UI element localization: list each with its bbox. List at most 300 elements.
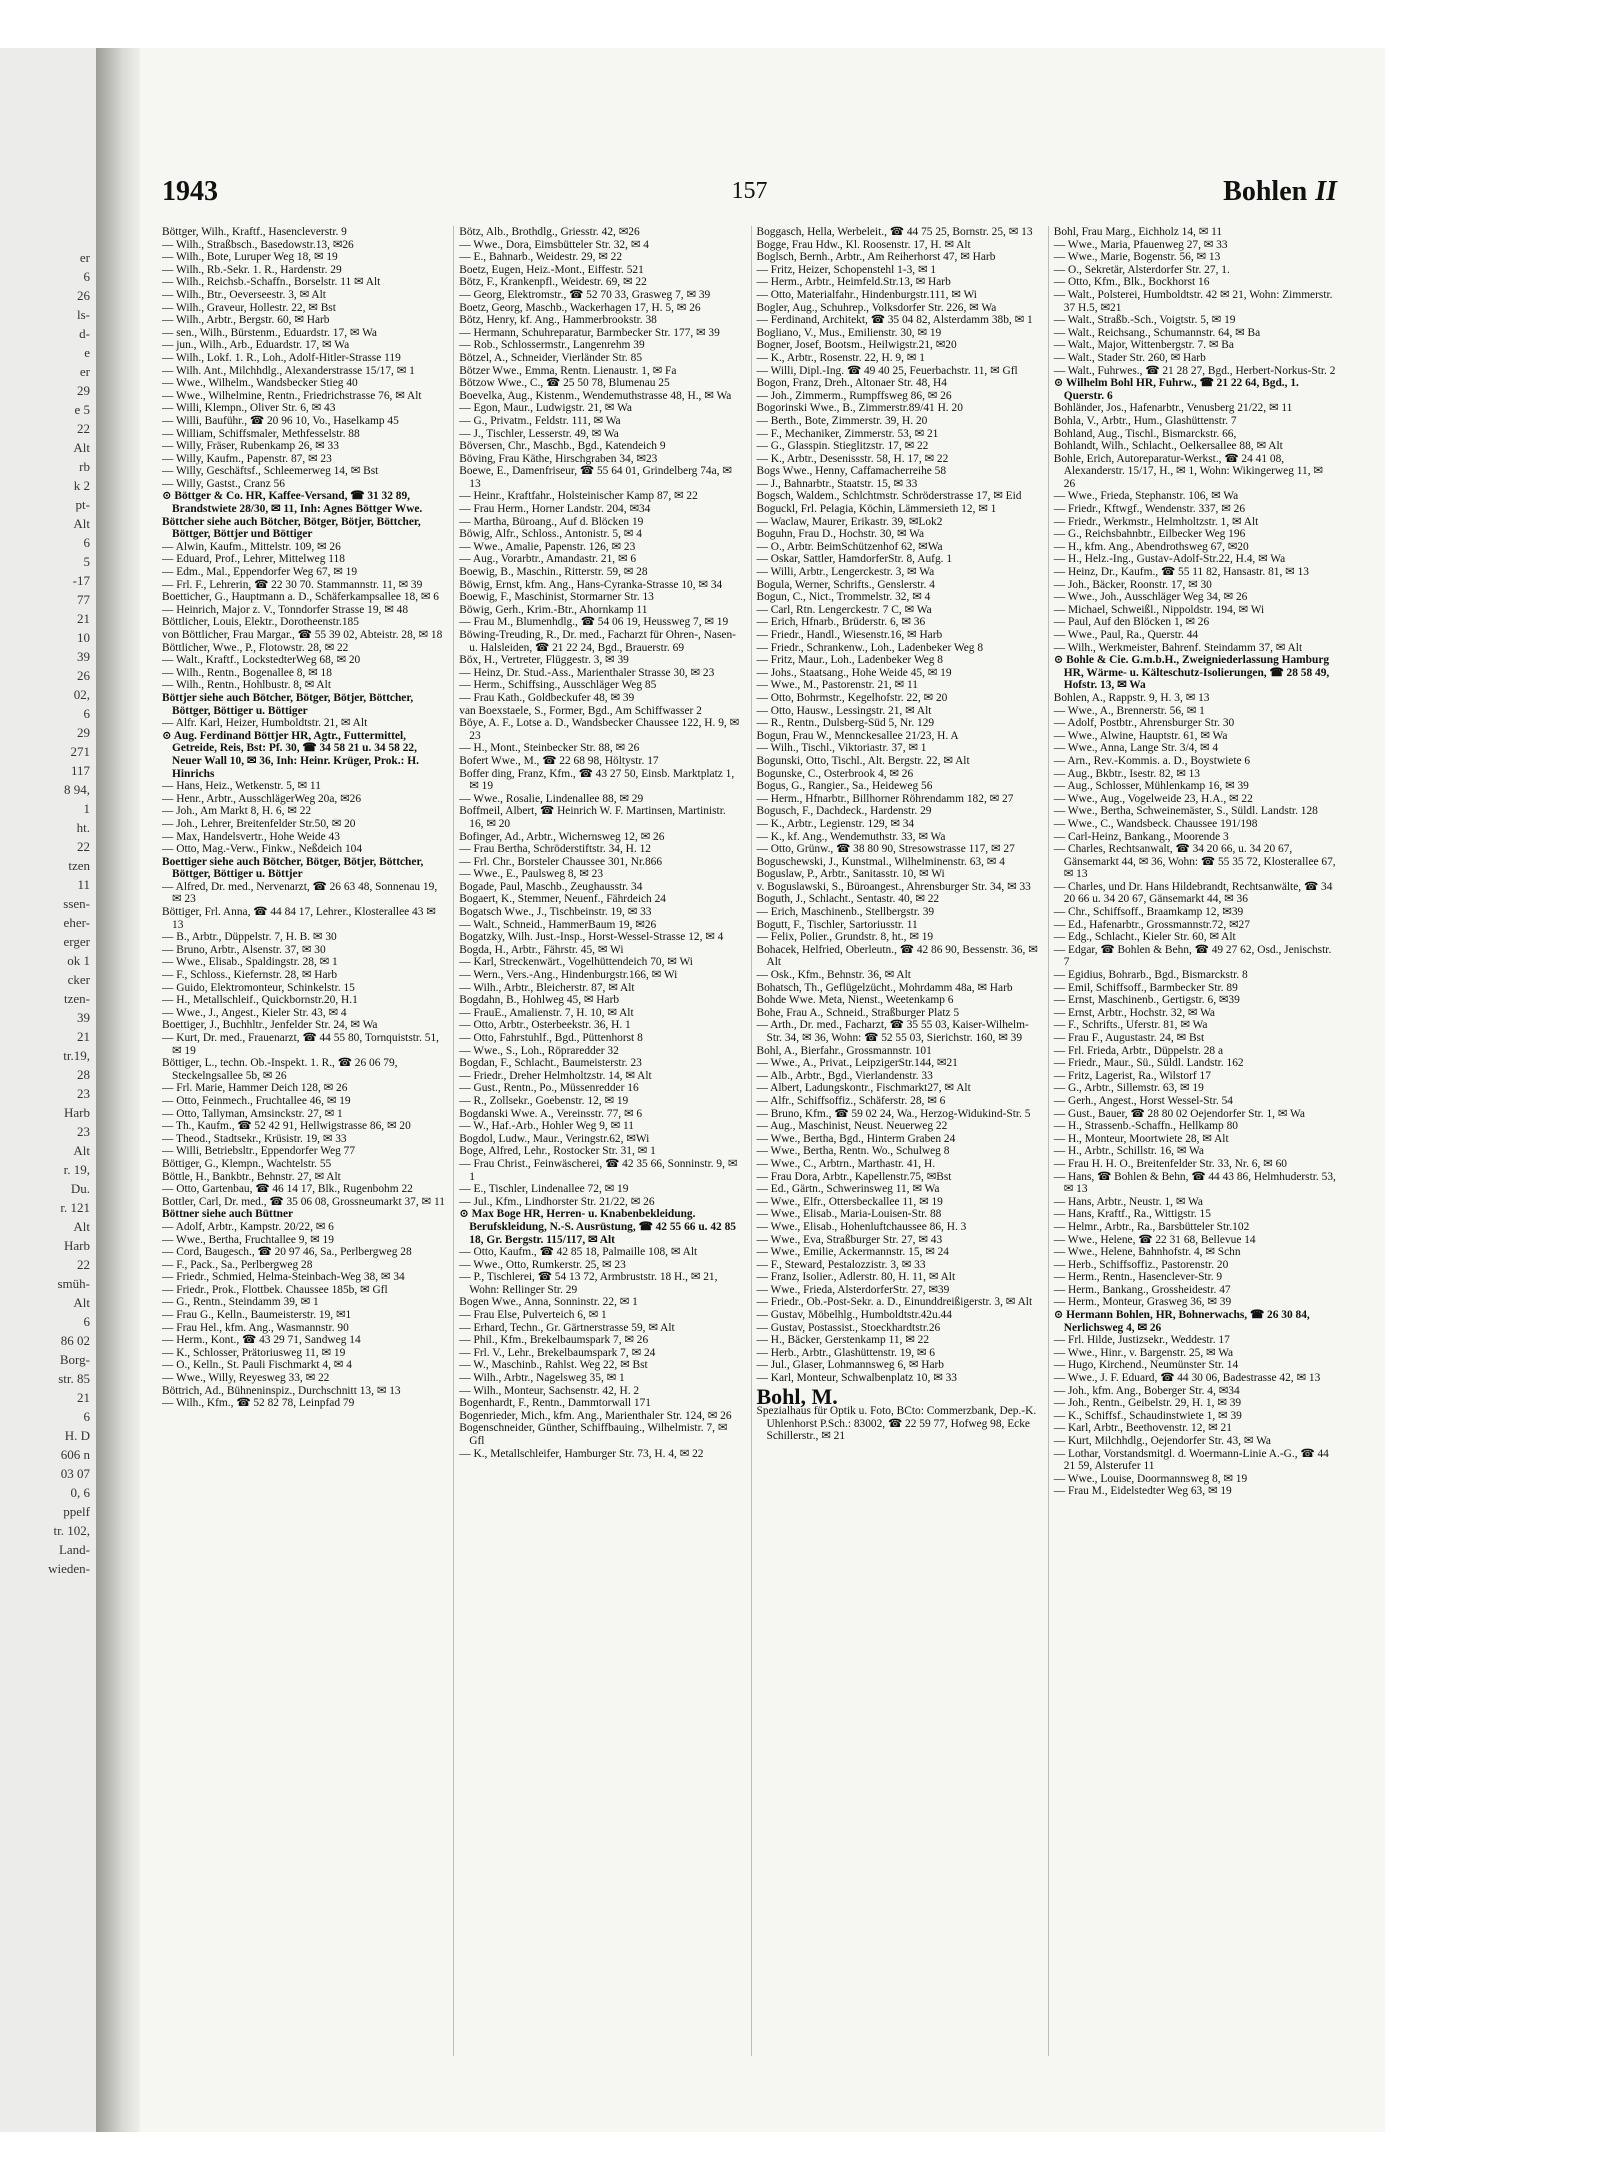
facing-page-fragment: Borg- bbox=[59, 1352, 90, 1367]
directory-entry: — William, Schiffsmaler, Methfesselstr. 88 bbox=[162, 427, 360, 440]
directory-entry: Bogula, Werner, Schrifts., Genslerstr. 4 bbox=[756, 578, 935, 591]
directory-entry: — Wwe., Paul, Ra., Querstr. 44 bbox=[1053, 629, 1199, 641]
directory-entry: — Wwe., Rosalie, Lindenallee 88, ✉ 29 bbox=[459, 792, 644, 805]
directory-entry: — Wern., Vers.-Ang., Hindenburgstr.166, ✉ Wi bbox=[459, 969, 678, 982]
directory-entry: — Ernst, Maschinenb., Gertigstr. 6, ✉39 bbox=[1053, 994, 1240, 1007]
directory-entry: — Wilh., Rb.-Sekr. 1. R., Hardenstr. 29 bbox=[162, 263, 342, 276]
directory-entry: Bohacek, Helfried, Oberleutn., ☎ 42 86 90, Bessenstr. 36, ✉ Alt bbox=[756, 943, 1038, 969]
directory-entry: — FrauE., Amalienstr. 7, H. 10, ✉ Alt bbox=[459, 1006, 634, 1019]
directory-entry: — Wilh., Graveur, Hollestr. 22, ✉ Bst bbox=[162, 301, 336, 314]
directory-entry: — Frau H. H. O., Breitenfelder Str. 33, Nr. 6, ✉ 60 bbox=[1053, 1157, 1287, 1170]
directory-entry: — Wwe., Otto, Rumkerstr. 25, ✉ 23 bbox=[459, 1258, 626, 1271]
directory-entry: Boguschewski, J., Kunstmal., Wilhelminenstr. 63, ✉ 4 bbox=[756, 855, 1005, 868]
facing-page-fragment: H. D bbox=[64, 1428, 90, 1443]
directory-entry: Boffmeil, Albert, ☎ Heinrich W. F. Martinsen, Martinistr. 16, ✉ 20 bbox=[459, 805, 726, 830]
directory-entry: — Rob., Schlossermstr., Langenrehm 39 bbox=[459, 339, 645, 352]
facing-page-fragment: tr.19, bbox=[63, 1048, 90, 1063]
facing-page-fragment: smüh- bbox=[57, 1276, 90, 1291]
column-4 bbox=[1048, 226, 1337, 2056]
directory-entry: — Wwe., Bertha, Fruchtallee 9, ✉ 19 bbox=[162, 1233, 334, 1246]
book-gutter bbox=[96, 48, 140, 2132]
directory-columns bbox=[162, 226, 1337, 2056]
directory-entry: — Walt., Kraftf., LockstedterWeg 68, ✉ 20 bbox=[162, 654, 361, 667]
directory-entry: — Joh., Am Markt 8, H. 6, ✉ 22 bbox=[162, 805, 312, 818]
directory-entry: — Ernst, Arbtr., Hochstr. 32, ✉ Wa bbox=[1053, 1006, 1215, 1019]
directory-entry: Böttiger, Frl. Anna, ☎ 44 84 17, Lehrer., Klosterallee 43 ✉ 13 bbox=[162, 906, 436, 931]
directory-entry: — Willi, Bauführ., ☎ 20 96 10, Vo., Haselkamp 45 bbox=[162, 414, 399, 427]
directory-entry: — Bruno, Kfm., ☎ 59 02 24, Wa., Herzog-Widukind-Str. 5 bbox=[756, 1107, 1031, 1120]
directory-entry: Böttiger, G., Klempn., Wachtelstr. 55 bbox=[162, 1157, 332, 1170]
facing-page-fragment: e bbox=[84, 345, 90, 360]
running-head bbox=[1223, 176, 1337, 208]
directory-entry: — Adolf, Postbtr., Ahrensburger Str. 30 bbox=[1053, 717, 1235, 730]
directory-entry: Boettiger siehe auch Bötcher, Bötger, Bötjer, Böttcher, Böttger, Böttiger u. Böttjer bbox=[162, 855, 424, 881]
directory-entry: — Wwe., C., Wandsbeck. Chaussee 191/198 bbox=[1053, 817, 1258, 830]
directory-entry: — Frau Bertha, Schröderstiftstr. 34, H. 12 bbox=[459, 843, 651, 856]
directory-entry: — J., Bahnarbtr., Staatstr. 15, ✉ 33 bbox=[756, 477, 918, 490]
directory-entry: — Frau M., Eidelstedter Weg 63, ✉ 19 bbox=[1053, 1485, 1232, 1498]
facing-page-fragment: 23 bbox=[77, 1124, 90, 1139]
running-head-section: II bbox=[1315, 176, 1337, 207]
directory-entry: — G., Rentn., Steindamm 39, ✉ 1 bbox=[162, 1296, 319, 1309]
facing-page-fragment: 21 bbox=[77, 611, 90, 626]
directory-entry: Böwing-Treuding, R., Dr. med., Facharzt für Ohren-, Nasen- u. Halsleiden, ☎ 21 22 24, Bgd., Brauerstr. 69 bbox=[459, 629, 736, 654]
directory-entry: — Max, Handelsvertr., Hohe Weide 43 bbox=[162, 830, 340, 843]
directory-entry: — Aug., Maschinist, Neust. Neuerweg 22 bbox=[756, 1120, 948, 1133]
facing-page-fragment: cker bbox=[67, 972, 90, 987]
directory-entry: — Gustav, Möbelhlg., Humboldtstr.42u.44 bbox=[756, 1309, 952, 1322]
facing-page-fragment: 77 bbox=[77, 592, 90, 607]
facing-page-fragment: tr. 102, bbox=[53, 1523, 90, 1538]
directory-entry: Bötz, F., Krankenpfl., Weidestr. 69, ✉ 22 bbox=[459, 276, 647, 289]
scan-margin-top bbox=[0, 0, 1600, 48]
directory-entry: — Gust., Rentn., Po., Müssenredder 16 bbox=[459, 1082, 639, 1095]
directory-entry: ⊙ Aug. Ferdinand Böttjer HR, Agtr., Futtermittel, Getreide, Reis, Bst: Pf. 30, ☎ 34 58 21 u. 34 58 22, Neuer Wall 10, ✉ 36, Inh: Heinr. Krüger, Prok.: H. Hinrichs bbox=[162, 729, 419, 780]
directory-entry: — Friedr., Schmied, Helma-Steinbach-Weg 38, ✉ 34 bbox=[162, 1271, 405, 1284]
directory-entry: — Herm., Rentn., Hasenclever-Str. 9 bbox=[1053, 1271, 1223, 1284]
directory-entry: — Fritz, Heizer, Schopenstehl 1-3, ✉ 1 bbox=[756, 263, 937, 276]
directory-entry: — Wwe., Eva, Straßburger Str. 27, ✉ 43 bbox=[756, 1233, 943, 1246]
directory-entry: Böttjer siehe auch Bötcher, Bötger, Bötjer, Böttcher, Böttger, Böttiger u. Böttiger bbox=[162, 691, 414, 717]
directory-entry: — H., Helz.-Ing., Gustav-Adolf-Str.22, H.4, ✉ Wa bbox=[1053, 553, 1286, 566]
directory-entry: — Herm., Hfnarbtr., Billhorner Röhrendamm 182, ✉ 27 bbox=[756, 792, 1014, 805]
facing-page-fragment: 606 n bbox=[60, 1447, 90, 1462]
directory-entry: — Wwe., Frieda, Stephanstr. 106, ✉ Wa bbox=[1053, 490, 1239, 503]
directory-entry: — Lothar, Vorstandsmitgl. d. Woermann-Linie A.-G., ☎ 44 21 59, Alsterufer 11 bbox=[1053, 1447, 1329, 1473]
directory-entry: — Wwe., Alwine, Hauptstr. 61, ✉ Wa bbox=[1053, 729, 1228, 742]
directory-entry: — Herm., Monteur, Grasweg 36, ✉ 39 bbox=[1053, 1296, 1232, 1309]
directory-entry: — Wwe., J., Angest., Kieler Str. 43, ✉ 4 bbox=[162, 1006, 347, 1019]
directory-page bbox=[140, 48, 1385, 2132]
directory-entry: — P., Tischlerei, ☎ 54 13 72, Armbruststr. 18 H., ✉ 21, Wohn: Rellinger Str. 29 bbox=[459, 1271, 718, 1296]
directory-entry: — B., Arbtr., Düppelstr. 7, H. B. ✉ 30 bbox=[162, 931, 337, 944]
directory-entry: Bohe, Frau A., Schneid., Straßburger Platz 5 bbox=[756, 1006, 960, 1019]
directory-entry: — Waclaw, Maurer, Erikastr. 39, ✉Lok2 bbox=[756, 515, 943, 528]
directory-entry: — Wwe., Marie, Bogenstr. 56, ✉ 13 bbox=[1053, 251, 1221, 264]
directory-entry: — Kurt, Dr. med., Frauenarzt, ☎ 44 55 80, Tornquiststr. 51, ✉ 19 bbox=[162, 1032, 440, 1057]
directory-entry: — K., Arbtr., Desenissstr. 58, H. 17, ✉ 22 bbox=[756, 452, 949, 465]
directory-entry: — Otto, Materialfahr., Hindenburgstr.111, ✉ Wi bbox=[756, 288, 977, 301]
directory-entry: — Cord, Baugesch., ☎ 20 97 46, Sa., Perlbergweg 28 bbox=[162, 1246, 412, 1259]
directory-entry: — Walt., Schneid., HammerBaum 19, ✉26 bbox=[459, 918, 657, 931]
directory-entry: — Herb., Schiffsoffiz., Pastorenstr. 20 bbox=[1053, 1258, 1229, 1271]
directory-entry: — F., Pack., Sa., Perlbergweg 28 bbox=[162, 1258, 313, 1271]
facing-page-fragment: r. 19, bbox=[63, 1162, 90, 1177]
directory-entry: Bogunski, Otto, Tischl., Alt. Bergstr. 22, ✉ Alt bbox=[756, 754, 970, 767]
directory-entry: Böversen, Chr., Maschb., Bgd., Katendeich 9 bbox=[459, 440, 666, 453]
directory-entry: — Frau Else, Pulverteich 6, ✉ 1 bbox=[459, 1309, 607, 1322]
directory-entry: Bogen Wwe., Anna, Sonninstr. 22, ✉ 1 bbox=[459, 1296, 638, 1309]
directory-entry: — Gustav, Postassist., Stoeckhardtstr.26 bbox=[756, 1321, 941, 1334]
directory-entry: — Walt., Fuhrwes., ☎ 21 28 27, Bgd., Herbert-Norkus-Str. 2 bbox=[1053, 364, 1336, 377]
facing-page-fragment: erger bbox=[63, 934, 90, 949]
directory-entry: — Th., Kaufm., ☎ 52 42 91, Hellwigstrasse 86, ✉ 20 bbox=[162, 1120, 411, 1133]
directory-entry: — Emil, Schiffsoff., Barmbecker Str. 89 bbox=[1053, 981, 1238, 994]
directory-entry: Böwig, Alfr., Schloss., Antonistr. 5, ✉ 4 bbox=[459, 528, 642, 541]
directory-entry: — Paul, Auf den Blöcken 1, ✉ 26 bbox=[1053, 616, 1210, 629]
directory-entry: Bohle, Erich, Autoreparatur-Werkst., ☎ 24 41 08, Alexanderstr. 15/17, H., ✉ 1, Wohn: Wikingerweg 11, ✉ 26 bbox=[1053, 452, 1323, 490]
facing-page-fragment: ht. bbox=[76, 820, 90, 835]
directory-entry: Bohland, Aug., Tischl., Bismarckstr. 66, bbox=[1053, 427, 1237, 440]
facing-page-fragment: d- bbox=[79, 326, 90, 341]
directory-entry: — Guido, Elektromonteur, Schinkelstr. 15 bbox=[162, 981, 355, 994]
directory-entry: — Wwe., E., Paulsweg 8, ✉ 23 bbox=[459, 868, 604, 881]
facing-page-fragment: 26 bbox=[77, 668, 90, 683]
directory-entry: Bogdol, Ludw., Maur., Veringstr.62, ✉Wi bbox=[459, 1132, 650, 1145]
directory-entry: — Joh., Lehrer, Breitenfelder Str.50, ✉ 20 bbox=[162, 817, 356, 830]
directory-entry: — Carl-Heinz, Bankang., Moorende 3 bbox=[1053, 830, 1229, 843]
directory-entry: — Carl, Rtn. Lengerckestr. 7 C, ✉ Wa bbox=[756, 603, 932, 616]
directory-entry: — Otto, Tallyman, Amsinckstr. 27, ✉ 1 bbox=[162, 1107, 343, 1120]
directory-entry: Bogliano, V., Mus., Emilienstr. 30, ✉ 19 bbox=[756, 326, 942, 339]
directory-entry: — Willy, Gastst., Cranz 56 bbox=[162, 477, 285, 490]
directory-entry: — Gust., Bauer, ☎ 28 80 02 Oejendorfer Str. 1, ✉ Wa bbox=[1053, 1107, 1305, 1120]
directory-entry: Bogutt, F., Tischler, Sartoriusstr. 11 bbox=[756, 918, 918, 931]
directory-entry: Bogun, Frau W., Mennckesallee 21/23, H. A bbox=[756, 729, 959, 742]
directory-entry: — Karl, Arbtr., Beethovenstr. 12, ✉ 21 bbox=[1053, 1422, 1232, 1435]
directory-entry: — Frau G., Kelln., Baumeisterstr. 19, ✉1 bbox=[162, 1309, 352, 1322]
facing-page-fragment: 5 bbox=[83, 554, 90, 569]
directory-entry: — Alfr. Karl, Heizer, Humboldtstr. 21, ✉ Alt bbox=[162, 717, 368, 730]
directory-entry: Bötzel, A., Schneider, Vierländer Str. 85 bbox=[459, 351, 643, 364]
facing-page-fragment: Alt bbox=[73, 1295, 90, 1310]
directory-entry: Bogun, C., Nict., Trommelstr. 32, ✉ 4 bbox=[756, 591, 931, 604]
directory-entry: — Wwe., Bertha, Bgd., Hinterm Graben 24 bbox=[756, 1132, 956, 1145]
directory-entry: Böttlicher, Wwe., P., Flotowstr. 28, ✉ 22 bbox=[162, 641, 349, 654]
directory-entry: ⊙ Wilhelm Bohl HR, Fuhrw., ☎ 21 22 64, Bgd., 1. Querstr. 6 bbox=[1053, 377, 1299, 402]
facing-page-fragment: str. 85 bbox=[58, 1371, 90, 1386]
directory-entry: — Wwe., Aug., Vogelweide 23, H.A., ✉ 22 bbox=[1053, 792, 1253, 805]
directory-entry: — Berth., Bote, Zimmerstr. 39, H. 20 bbox=[756, 414, 928, 427]
directory-entry: — Ed., Hafenarbtr., Grossmannstr.72, ✉27 bbox=[1053, 918, 1250, 931]
directory-entry: — Albert, Ladungskontr., Fischmarkt27, ✉ Alt bbox=[756, 1082, 971, 1095]
directory-entry: Boguslaw, P., Arbtr., Sanitasstr. 10, ✉ Wi bbox=[756, 868, 945, 881]
directory-entry: — Friedr., Dreher Helmholtzstr. 14, ✉ Alt bbox=[459, 1069, 652, 1082]
directory-entry: — Wilh., Arbtr., Bergstr. 60, ✉ Harb bbox=[162, 314, 330, 327]
facing-page-fragment: 39 bbox=[77, 649, 90, 664]
directory-entry: — Osk., Kfm., Behnstr. 36, ✉ Alt bbox=[756, 969, 911, 982]
directory-entry: — Phil., Kfm., Brekelbaumspark 7, ✉ 26 bbox=[459, 1334, 649, 1347]
directory-entry: — Wilh., Straßbsch., Basedowstr.13, ✉26 bbox=[162, 238, 354, 251]
facing-page-fragment: Alt bbox=[73, 516, 90, 531]
directory-entry: — Ferdinand, Architekt, ☎ 35 04 82, Alsterdamm 38b, ✉ 1 bbox=[756, 314, 1033, 327]
directory-entry: Bohlen, A., Rappstr. 9, H. 3, ✉ 13 bbox=[1053, 691, 1210, 704]
directory-entry: — Wwe., Amalie, Papenstr. 126, ✉ 23 bbox=[459, 540, 636, 553]
directory-entry: Bogenschneider, Günther, Schiffbauing., Wilhelmistr. 7, ✉ Gfl bbox=[459, 1422, 728, 1447]
facing-page-fragment: 22 bbox=[77, 1257, 90, 1272]
directory-entry: Boguhn, Frau D., Hochstr. 30, ✉ Wa bbox=[756, 528, 925, 541]
column-3 bbox=[751, 226, 1040, 2056]
directory-entry: Bogusch, F., Dachdeck., Hardenstr. 29 bbox=[756, 805, 932, 818]
directory-entry: — H., Strassenb.-Schaffn., Hellkamp 80 bbox=[1053, 1120, 1238, 1133]
directory-entry: Bogsch, Waldem., Schlchtmstr. Schröderstrasse 17, ✉ Eid bbox=[756, 490, 1022, 503]
directory-entry: — Walt., Stader Str. 260, ✉ Harb bbox=[1053, 351, 1206, 364]
directory-entry: — Oskar, Sattler, HamdorferStr. 8, Aufg. 1 bbox=[756, 553, 953, 566]
directory-entry: — Wilh., Lokf. 1. R., Loh., Adolf-Hitler-Strasse 119 bbox=[162, 351, 401, 364]
facing-page-fragment: Land- bbox=[58, 1542, 90, 1557]
directory-entry: — Hans, Heiz., Wetkenstr. 5, ✉ 11 bbox=[162, 780, 321, 793]
facing-page-fragment: ppelf bbox=[63, 1504, 90, 1519]
directory-entry: — Wilh., Werkmeister, Bahrenf. Steindamm 37, ✉ Alt bbox=[1053, 641, 1303, 654]
directory-entry: — Franz, Isolier., Adlerstr. 80, H. 11, ✉ Alt bbox=[756, 1271, 956, 1284]
directory-entry: — Aug., Schlosser, Mühlenkamp 16, ✉ 39 bbox=[1053, 780, 1249, 793]
directory-entry: — Jul., Kfm., Lindhorster Str. 21/22, ✉ 26 bbox=[459, 1195, 655, 1208]
directory-entry: — F., Steward, Pestalozzistr. 3, ✉ 33 bbox=[756, 1258, 926, 1271]
directory-entry: — Ed., Gärtn., Schwerinsweg 11, ✉ Wa bbox=[756, 1183, 940, 1196]
directory-entry: — Frl. Frieda, Arbtr., Düppelstr. 28 a bbox=[1053, 1044, 1224, 1057]
directory-entry: — Herm., Schiffsing., Ausschläger Weg 85 bbox=[459, 679, 657, 692]
directory-entry: Bogdahn, B., Hohlweg 45, ✉ Harb bbox=[459, 994, 620, 1007]
directory-entry: — Walt., Reichsang., Schumannstr. 64, ✉ Ba bbox=[1053, 326, 1261, 339]
directory-entry: — E., Bahnarb., Weidestr. 29, ✉ 22 bbox=[459, 251, 623, 264]
directory-entry: — Bruno, Arbtr., Alsenstr. 37, ✉ 30 bbox=[162, 943, 326, 956]
directory-entry: — Heinr., Kraftfahr., Holsteinischer Kamp 87, ✉ 22 bbox=[459, 490, 698, 503]
directory-entry: — Kurt, Milchhdlg., Oejendorfer Str. 43, ✉ Wa bbox=[1053, 1435, 1271, 1447]
directory-entry: Boglsch, Bernh., Arbtr., Am Reiherhorst 47, ✉ Harb bbox=[756, 251, 996, 264]
facing-page-fragment: Harb bbox=[64, 1238, 90, 1253]
directory-entry: — K., kf. Ang., Wendemuthstr. 33, ✉ Wa bbox=[756, 830, 946, 843]
directory-entry: Böye, A. F., Lotse a. D., Wandsbecker Chaussee 122, H. 9, ✉ 23 bbox=[459, 717, 740, 742]
directory-entry: — Wwe., Maria, Pfauenweg 27, ✉ 33 bbox=[1053, 238, 1228, 251]
directory-entry: — Heinz, Dr., Kaufm., ☎ 55 11 82, Hansastr. 81, ✉ 13 bbox=[1053, 566, 1309, 579]
directory-entry: — H., Arbtr., Schillstr. 16, ✉ Wa bbox=[1053, 1145, 1204, 1158]
directory-entry: — J., Tischler, Lesserstr. 49, ✉ Wa bbox=[459, 427, 619, 440]
directory-entry: — Karl, Streckenwärt., Vogelhüttendeich 70, ✉ Wi bbox=[459, 956, 693, 969]
directory-entry: — Alfr., Schiffsoffiz., Schäferstr. 28, ✉ 6 bbox=[756, 1094, 946, 1107]
facing-page-fragment: er bbox=[79, 364, 90, 379]
directory-entry: — Georg, Elektromstr., ☎ 52 70 33, Grasweg 7, ✉ 39 bbox=[459, 288, 711, 301]
directory-entry: — Herb., Arbtr., Glashüttenstr. 19, ✉ 6 bbox=[756, 1346, 935, 1359]
directory-entry: — sen., Wilh., Bürstenm., Eduardstr. 17, ✉ Wa bbox=[162, 326, 377, 339]
directory-entry: — Wwe., Wilhelmine, Rentn., Friedrichstrasse 76, ✉ Alt bbox=[162, 389, 422, 402]
directory-entry: — Hugo, Kirchend., Neumünster Str. 14 bbox=[1053, 1359, 1239, 1372]
directory-entry: Böwig, Ernst, kfm. Ang., Hans-Cyranka-Strasse 10, ✉ 34 bbox=[459, 578, 723, 591]
directory-entry: — K., Arbtr., Rosenstr. 22, H. 9, ✉ 1 bbox=[756, 351, 925, 364]
directory-entry: Böttiger, L., techn. Ob.-Inspekt. 1. R., ☎ 26 06 79, Steckelngsallee 5b, ✉ 26 bbox=[162, 1057, 398, 1082]
directory-entry: v. Boguslawski, S., Büroangest., Ahrensburger Str. 34, ✉ 33 bbox=[756, 880, 1031, 893]
directory-entry: — Helmr., Arbtr., Ra., Barsbütteler Str.102 bbox=[1053, 1220, 1250, 1233]
directory-entry: Boffer ding, Franz, Kfm., ☎ 43 27 50, Einsb. Marktplatz 1, ✉ 19 bbox=[459, 767, 735, 793]
directory-entry: — Hans, ☎ Bohlen & Behn, ☎ 44 43 86, Helmhuderstr. 53, ✉ 13 bbox=[1053, 1170, 1336, 1196]
directory-entry: — Joh., Rentn., Geibelstr. 29, H. 1, ✉ 39 bbox=[1053, 1397, 1242, 1410]
directory-entry: — Otto, Grünw., ☎ 38 80 90, Stresowstrasse 117, ✉ 27 bbox=[756, 843, 1015, 856]
directory-entry: — Wwe., Willy, Reyesweg 33, ✉ 22 bbox=[162, 1372, 330, 1385]
directory-entry: — Frl. Chr., Borsteler Chaussee 301, Nr.866 bbox=[459, 855, 663, 868]
directory-entry: — Theod., Stadtsekr., Krüsistr. 19, ✉ 33 bbox=[162, 1132, 347, 1145]
directory-entry: Bogenhardt, F., Rentn., Dammtorwall 171 bbox=[459, 1397, 652, 1410]
facing-page-fragment: k 2 bbox=[73, 478, 90, 493]
directory-entry: Böx, H., Vertreter, Flüggestr. 3, ✉ 39 bbox=[459, 654, 629, 667]
running-head-name: Bohlen bbox=[1223, 176, 1308, 207]
directory-entry: — Martha, Büroang., Auf d. Blöcken 19 bbox=[459, 515, 644, 528]
directory-entry: — Wilh., Arbtr., Bleicherstr. 87, ✉ Alt bbox=[459, 981, 635, 994]
directory-entry: — K., Schlosser, Prätoriusweg 11, ✉ 19 bbox=[162, 1346, 346, 1359]
directory-entry: — Wwe., Emilie, Ackermannstr. 15, ✉ 24 bbox=[756, 1246, 949, 1259]
directory-entry: Bogner, Josef, Bootsm., Heilwigstr.21, ✉20 bbox=[756, 339, 957, 352]
directory-entry: — Edg., Schlacht., Kieler Str. 60, ✉ Alt bbox=[1053, 931, 1236, 944]
directory-entry: Boewig, B., Maschin., Ritterstr. 59, ✉ 28 bbox=[459, 566, 648, 579]
directory-entry: — Egidius, Bohrarb., Bgd., Bismarckstr. 8 bbox=[1053, 969, 1248, 982]
directory-entry: — Michael, Schweißl., Nippoldstr. 194, ✉ Wi bbox=[1053, 603, 1265, 616]
facing-page-fragment: Alt bbox=[73, 1143, 90, 1158]
directory-entry: — Otto, Arbtr., Osterbeekstr. 36, H. 1 bbox=[459, 1019, 631, 1032]
directory-entry: — Erich, Hfnarb., Brüderstr. 6, ✉ 36 bbox=[756, 616, 926, 629]
directory-entry: — Herm., Bankang., Grossheidestr. 47 bbox=[1053, 1283, 1231, 1296]
directory-entry: — Otto, Kfm., Blk., Bockhorst 16 bbox=[1053, 276, 1210, 289]
directory-entry: — Willy, Kaufm., Papenstr. 87, ✉ 23 bbox=[162, 452, 332, 465]
directory-entry: Boetticher, G., Hauptmann a. D., Schäferkampsallee 18, ✉ 6 bbox=[162, 591, 440, 604]
directory-entry: — O., Sekretär, Alsterdorfer Str. 27, 1. bbox=[1053, 263, 1230, 276]
directory-entry: — Charles, und Dr. Hans Hildebrandt, Rechtsanwälte, ☎ 34 20 66 u. 34 20 67, Gänsemarkt 44, ✉ 36 bbox=[1053, 880, 1333, 906]
directory-entry: — Herm., Arbtr., Heimfeld.Str.13, ✉ Harb bbox=[756, 276, 951, 289]
facing-page-fragment: 29 bbox=[77, 725, 90, 740]
facing-page-fragment: 39 bbox=[77, 1010, 90, 1025]
directory-entry: von Böttlicher, Frau Margar., ☎ 55 39 02, Abteistr. 28, ✉ 18 bbox=[162, 629, 443, 641]
facing-page-fragment: rb bbox=[79, 459, 90, 474]
directory-entry: — H., Mont., Steinbecker Str. 88, ✉ 26 bbox=[459, 742, 640, 755]
directory-entry: — F., Mechaniker, Zimmerstr. 53, ✉ 21 bbox=[756, 427, 939, 440]
directory-entry: — Edm., Mal., Eppendorfer Weg 67, ✉ 19 bbox=[162, 566, 358, 579]
directory-entry: van Boexstaele, S., Former, Bgd., Am Schiffwasser 2 bbox=[459, 704, 702, 717]
directory-entry: — Erich, Maschinenb., Stellbergstr. 39 bbox=[756, 906, 935, 919]
facing-page-fragment: 1 bbox=[83, 801, 90, 816]
directory-entry: — Erhard, Techn., Gr. Gärtnerstrasse 59, ✉ Alt bbox=[459, 1321, 675, 1334]
directory-entry: — Karl, Monteur, Schwalbenplatz 10, ✉ 33 bbox=[756, 1372, 957, 1385]
directory-entry: — Willi, Arbtr., Lengerckestr. 3, ✉ Wa bbox=[756, 566, 935, 579]
directory-entry: — Wilh., Kfm., ☎ 52 82 78, Leinpfad 79 bbox=[162, 1397, 355, 1410]
directory-entry: — Willi, Dipl.-Ing. ☎ 49 40 25, Feuerbachstr. 11, ✉ Gfl bbox=[756, 364, 1018, 377]
facing-page-fragment: 6 bbox=[83, 269, 90, 284]
directory-entry: — Adolf, Arbtr., Kampstr. 20/22, ✉ 6 bbox=[162, 1220, 334, 1233]
directory-entry: — Friedr., Schrankenw., Loh., Ladenbeker Weg 8 bbox=[756, 641, 984, 654]
directory-entry: Bofinger, Ad., Arbtr., Wichernsweg 12, ✉ 26 bbox=[459, 830, 665, 843]
facing-page-fragment: 6 bbox=[83, 535, 90, 550]
facing-page-fragment: Du. bbox=[70, 1181, 90, 1196]
directory-entry: Boguckl, Frl. Pelagia, Köchin, Lämmersieth 12, ✉ 1 bbox=[756, 503, 997, 516]
directory-entry: Bogon, Franz, Dreh., Altonaer Str. 48, H4 bbox=[756, 377, 947, 390]
facing-page-fragment: ssen- bbox=[63, 896, 90, 911]
page-number: 157 bbox=[731, 178, 768, 204]
directory-entry: — Otto, Feinmech., Fruchtallee 46, ✉ 19 bbox=[162, 1094, 351, 1107]
facing-page-fragment: 86 02 bbox=[60, 1333, 90, 1348]
directory-entry: Bötz, Alb., Brothdlg., Griesstr. 42, ✉26 bbox=[459, 226, 640, 238]
facing-page-fragment: Harb bbox=[64, 1105, 90, 1120]
directory-entry: — Otto, Bohrmstr., Kegelhofstr. 22, ✉ 20 bbox=[756, 691, 948, 704]
directory-entry: Bogge, Frau Hdw., Kl. Roosenstr. 17, H. ✉ Alt bbox=[756, 238, 971, 251]
directory-entry: — Johs., Staatsang., Hohe Weide 45, ✉ 19 bbox=[756, 666, 952, 679]
directory-entry: Bohl, A., Bierfahr., Grossmannstr. 101 bbox=[756, 1044, 932, 1057]
directory-entry: — Joh., kfm. Ang., Boberger Str. 4, ✉34 bbox=[1053, 1384, 1240, 1397]
directory-entry: Boewig, F., Maschinist, Stormarner Str. 13 bbox=[459, 591, 654, 604]
facing-page-fragments bbox=[0, 48, 96, 1578]
directory-entry: — Gerh., Angest., Horst Wessel-Str. 54 bbox=[1053, 1094, 1233, 1107]
facing-page-fragment: tzen- bbox=[64, 991, 90, 1006]
facing-page-fragment: 11 bbox=[77, 877, 90, 892]
facing-page-fragment: 22 bbox=[77, 839, 90, 854]
directory-entry: — Wwe., C., Arbtrn., Marthastr. 41, H. bbox=[756, 1157, 936, 1170]
scan-margin-bottom bbox=[0, 2132, 1600, 2177]
facing-page-fragment: pt- bbox=[75, 497, 90, 512]
directory-entry: — Willy, Geschäftsf., Schleemerweg 14, ✉ Bst bbox=[162, 465, 379, 478]
directory-entry: — W., Haf.-Arb., Hohler Weg 9, ✉ 11 bbox=[459, 1120, 634, 1133]
page-header bbox=[162, 176, 1337, 216]
directory-entry: — Wilh., Reichsb.-Schaffn., Borselstr. 11 ✉ Alt bbox=[162, 276, 381, 289]
facing-page-fragment: 6 bbox=[83, 1409, 90, 1424]
directory-entry: — R., Zollsekr., Goebenstr. 12, ✉ 19 bbox=[459, 1094, 629, 1107]
directory-entry: Boevelka, Aug., Kistenm., Wendemuthstrasse 48, H., ✉ Wa bbox=[459, 389, 732, 402]
directory-entry: Bötz, Henry, kf. Ang., Hammerbrookstr. 38 bbox=[459, 314, 657, 327]
directory-entry: Bogus, G., Rangier., Sa., Heideweg 56 bbox=[756, 780, 933, 793]
directory-entry: — Wilh., Arbtr., Nagelsweg 35, ✉ 1 bbox=[459, 1372, 625, 1385]
directory-entry: ⊙ Max Boge HR, Herren- u. Knabenbekleidung. Berufskleidung, N.-S. Ausrüstung, ☎ 42 55 66 u. 42 85 18, Gr. Bergstr. 115/117, ✉ Alt bbox=[459, 1208, 736, 1246]
directory-entry: Boge, Alfred, Lehr., Rostocker Str. 31, ✉ 1 bbox=[459, 1145, 656, 1158]
directory-entry: — O., Kelln., St. Pauli Fischmarkt 4, ✉ 4 bbox=[162, 1359, 352, 1372]
directory-entry: — Friedr., Kftwgf., Wendenstr. 337, ✉ 26 bbox=[1053, 503, 1246, 516]
directory-entry: — Frl. V., Lehr., Brekelbaumspark 7, ✉ 24 bbox=[459, 1346, 656, 1359]
directory-entry: — Joh., Zimmerm., Rumpffsweg 86, ✉ 26 bbox=[756, 389, 952, 402]
directory-entry: — Wwe., S., Loh., Röpraredder 32 bbox=[459, 1044, 619, 1057]
directory-entry: ⊙ Böttger & Co. HR, Kaffee-Versand, ☎ 31 32 89, Brandstwiete 28/30, ✉ 11, Inh: Agnes Böttger Wwe. bbox=[162, 490, 423, 516]
directory-entry: — Wwe., Elisab., Hohenluftchaussee 86, H. 3 bbox=[756, 1220, 967, 1233]
directory-entry: Bohatsch, Th., Geflügelzücht., Mohrdamm 48a, ✉ Harb bbox=[756, 981, 1013, 994]
directory-entry: ⊙ Bohle & Cie. G.m.b.H., Zweigniederlassung Hamburg HR, Wärme- u. Kälteschutz-Isolierungen, ☎ 28 58 49, Hofstr. 13, ✉ Wa bbox=[1053, 654, 1330, 692]
directory-entry: — Wilh., Monteur, Sachsenstr. 42, H. 2 bbox=[459, 1384, 640, 1397]
directory-entry: Bogs Wwe., Henny, Caffamacherreihe 58 bbox=[756, 465, 947, 478]
directory-entry: — Wilh., Rentn., Hohlbustr. 8, ✉ Alt bbox=[162, 679, 331, 692]
directory-entry: — Wilh. Ant., Milchhdlg., Alexanderstrasse 15/17, ✉ 1 bbox=[162, 364, 415, 377]
directory-entry: Bogler, Aug., Schuhrep., Volksdorfer Str. 226, ✉ Wa bbox=[756, 301, 997, 314]
facing-page-fragment: wieden- bbox=[48, 1561, 90, 1576]
directory-entry: — Friedr., Ob.-Post-Sekr. a. D., Einunddreißigerstr. 3, ✉ Alt bbox=[756, 1296, 1033, 1309]
directory-entry: — Chr., Schiffsoff., Braamkamp 12, ✉39 bbox=[1053, 906, 1244, 919]
directory-entry: — Fritz, Lagerist, Ra., Wilstorf 17 bbox=[1053, 1069, 1211, 1082]
directory-entry: Bohländer, Jos., Hafenarbtr., Venusberg 21/22, ✉ 11 bbox=[1053, 402, 1293, 415]
directory-entry: — jun., Wilh., Arb., Eduardstr. 17, ✉ Wa bbox=[162, 339, 350, 352]
directory-entry: — Heinz, Dr. Stud.-Ass., Marienthaler Strasse 30, ✉ 23 bbox=[459, 666, 715, 679]
directory-entry: — Hans, Kraftf., Ra., Wittigstr. 15 bbox=[1053, 1208, 1211, 1221]
facing-page-fragment: 23 bbox=[77, 1086, 90, 1101]
directory-entry: — Alfred, Dr. med., Nervenarzt, ☎ 26 63 48, Sonnenau 19, ✉ 23 bbox=[162, 880, 438, 906]
facing-page-fragment: 6 bbox=[83, 1314, 90, 1329]
directory-entry: — Frau Hel., kfm. Ang., Wasmannstr. 90 bbox=[162, 1321, 349, 1334]
directory-entry: — Wwe., Frieda, AlsterdorferStr. 27, ✉39 bbox=[756, 1283, 950, 1296]
directory-entry: — Wwe., M., Pastorenstr. 21, ✉ 11 bbox=[756, 679, 918, 692]
directory-entry: Bogorinski Wwe., B., Zimmerstr.89/41 H. 20 bbox=[756, 402, 963, 415]
facing-page-fragment: 22 bbox=[77, 421, 90, 436]
directory-entry: — Wwe., A., Brennerstr. 56, ✉ 1 bbox=[1053, 704, 1205, 717]
directory-entry: — Aug., Vorarbtr., Amandastr. 21, ✉ 6 bbox=[459, 553, 637, 566]
column-1 bbox=[162, 226, 445, 2056]
